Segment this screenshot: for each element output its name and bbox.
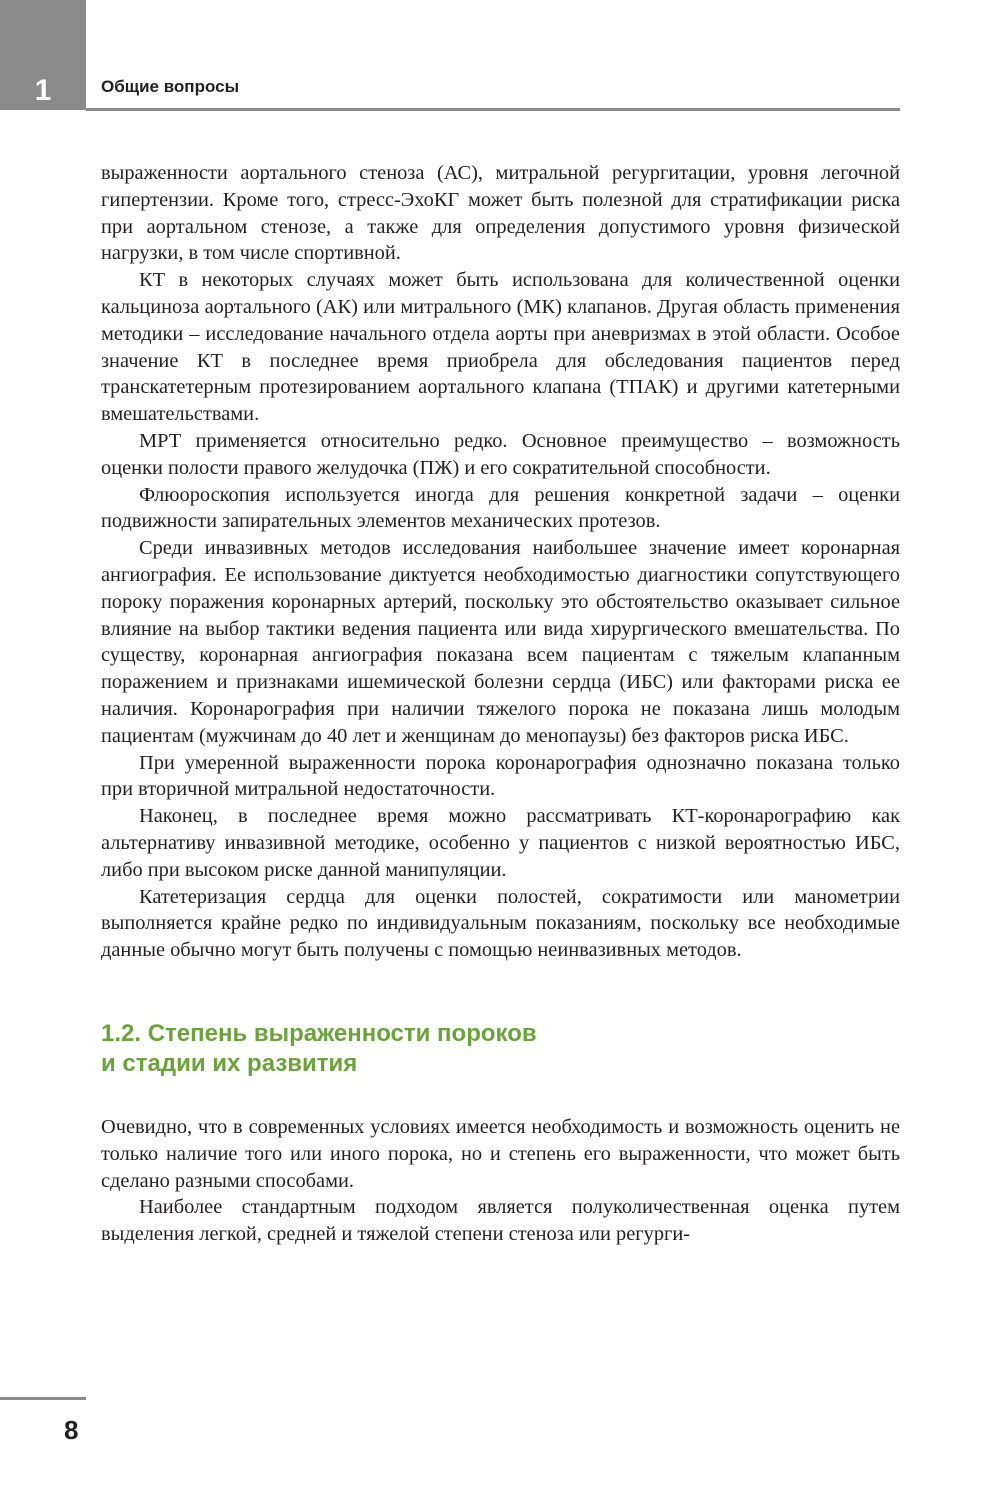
paragraph: Наиболее стандартным подходом является полуколичественная оценка путем выделения легкой, средней и тяжелой степени стеноза или регурги-	[101, 1196, 900, 1246]
footer-divider	[0, 1397, 86, 1400]
header-divider	[86, 108, 900, 111]
paragraph: МРТ применяется относительно редко. Основное преимущество – возможность оценки полости правого желудочка (ПЖ) и его сократительной способности.	[101, 429, 900, 479]
page-number: 8	[64, 1415, 79, 1445]
section-heading	[101, 1019, 900, 1079]
paragraph: Катетеризация сердца для оценки полостей, сократимости или манометрии выполняется крайне редко по индивидуальным показаниям, поскольку все необходимые данные обычно могут быть получены с помощью неинвазивных методов.	[101, 885, 900, 962]
page-body	[101, 160, 900, 1248]
section-heading-line-2: и стадии их развития	[101, 1049, 358, 1077]
paragraph: выраженности аортального стеноза (АС), митральной регургитации, уровня легочной гипертензии. Кроме того, стресс-ЭхоКГ может быть полезной для стратификации риска при аортальном стенозе, а также для определения допустимого уровня физической нагрузки, в том числе спортивной.	[101, 162, 900, 265]
paragraph: Флюороскопия используется иногда для решения конкретной задачи – оценки подвижности запирательных элементов механических протезов.	[101, 483, 900, 533]
paragraph: Среди инвазивных методов исследования наибольшее значение имеет коронарная ангиография. Ее использование диктуется необходимостью диагностики сопутствующего пороку поражения коронарных артерий, поскольку это обстоятельство оказывает сильное влияние на выбор тактики ведения пациента или вида хирургического вмешательства. По существу, коронарная ангиография показана всем пациентам с тяжелым клапанным поражением и признаками ишемической болезни сердца (ИБС) или факторами риска ее наличия. Коронарография при наличии тяжелого порока не показана лишь молодым пациентам (мужчинам до 40 лет и женщинам до менопаузы) без факторов риска ИБС.	[101, 537, 900, 747]
paragraph: Наконец, в последнее время можно рассматривать КТ-коронарографию как альтернативу инвазивной методике, особенно у пациентов с низкой вероятностью ИБС, либо при высоком риске данной манипуляции.	[101, 805, 900, 881]
chapter-number: 1	[34, 74, 52, 107]
paragraph: КТ в некоторых случаях может быть использована для количественной оценки кальциноза аортального (АК) или митрального (МК) клапанов. Другая область применения методики – исследование начального отдела аорты при аневризмах в этой области. Особое значение КТ в последнее время приобрела для обследования пациентов перед транскатетерным протезированием аортального клапана (ТПАК) и другими катетерными вмешательствами.	[101, 269, 900, 426]
chapter-title: Общие вопросы	[101, 77, 240, 96]
paragraph: При умеренной выраженности порока коронарография однозначно показана только при вторичной митральной недостаточности.	[101, 751, 900, 801]
paragraph: Очевидно, что в современных условиях имеется необходимость и возможность оценить не только наличие того или иного порока, но и степень его выраженности, что может быть сделано разными способами.	[101, 1115, 900, 1192]
section-heading-line-1: 1.2. Степень выраженности пороков	[101, 1019, 537, 1047]
chapter-number-tab	[0, 0, 86, 110]
